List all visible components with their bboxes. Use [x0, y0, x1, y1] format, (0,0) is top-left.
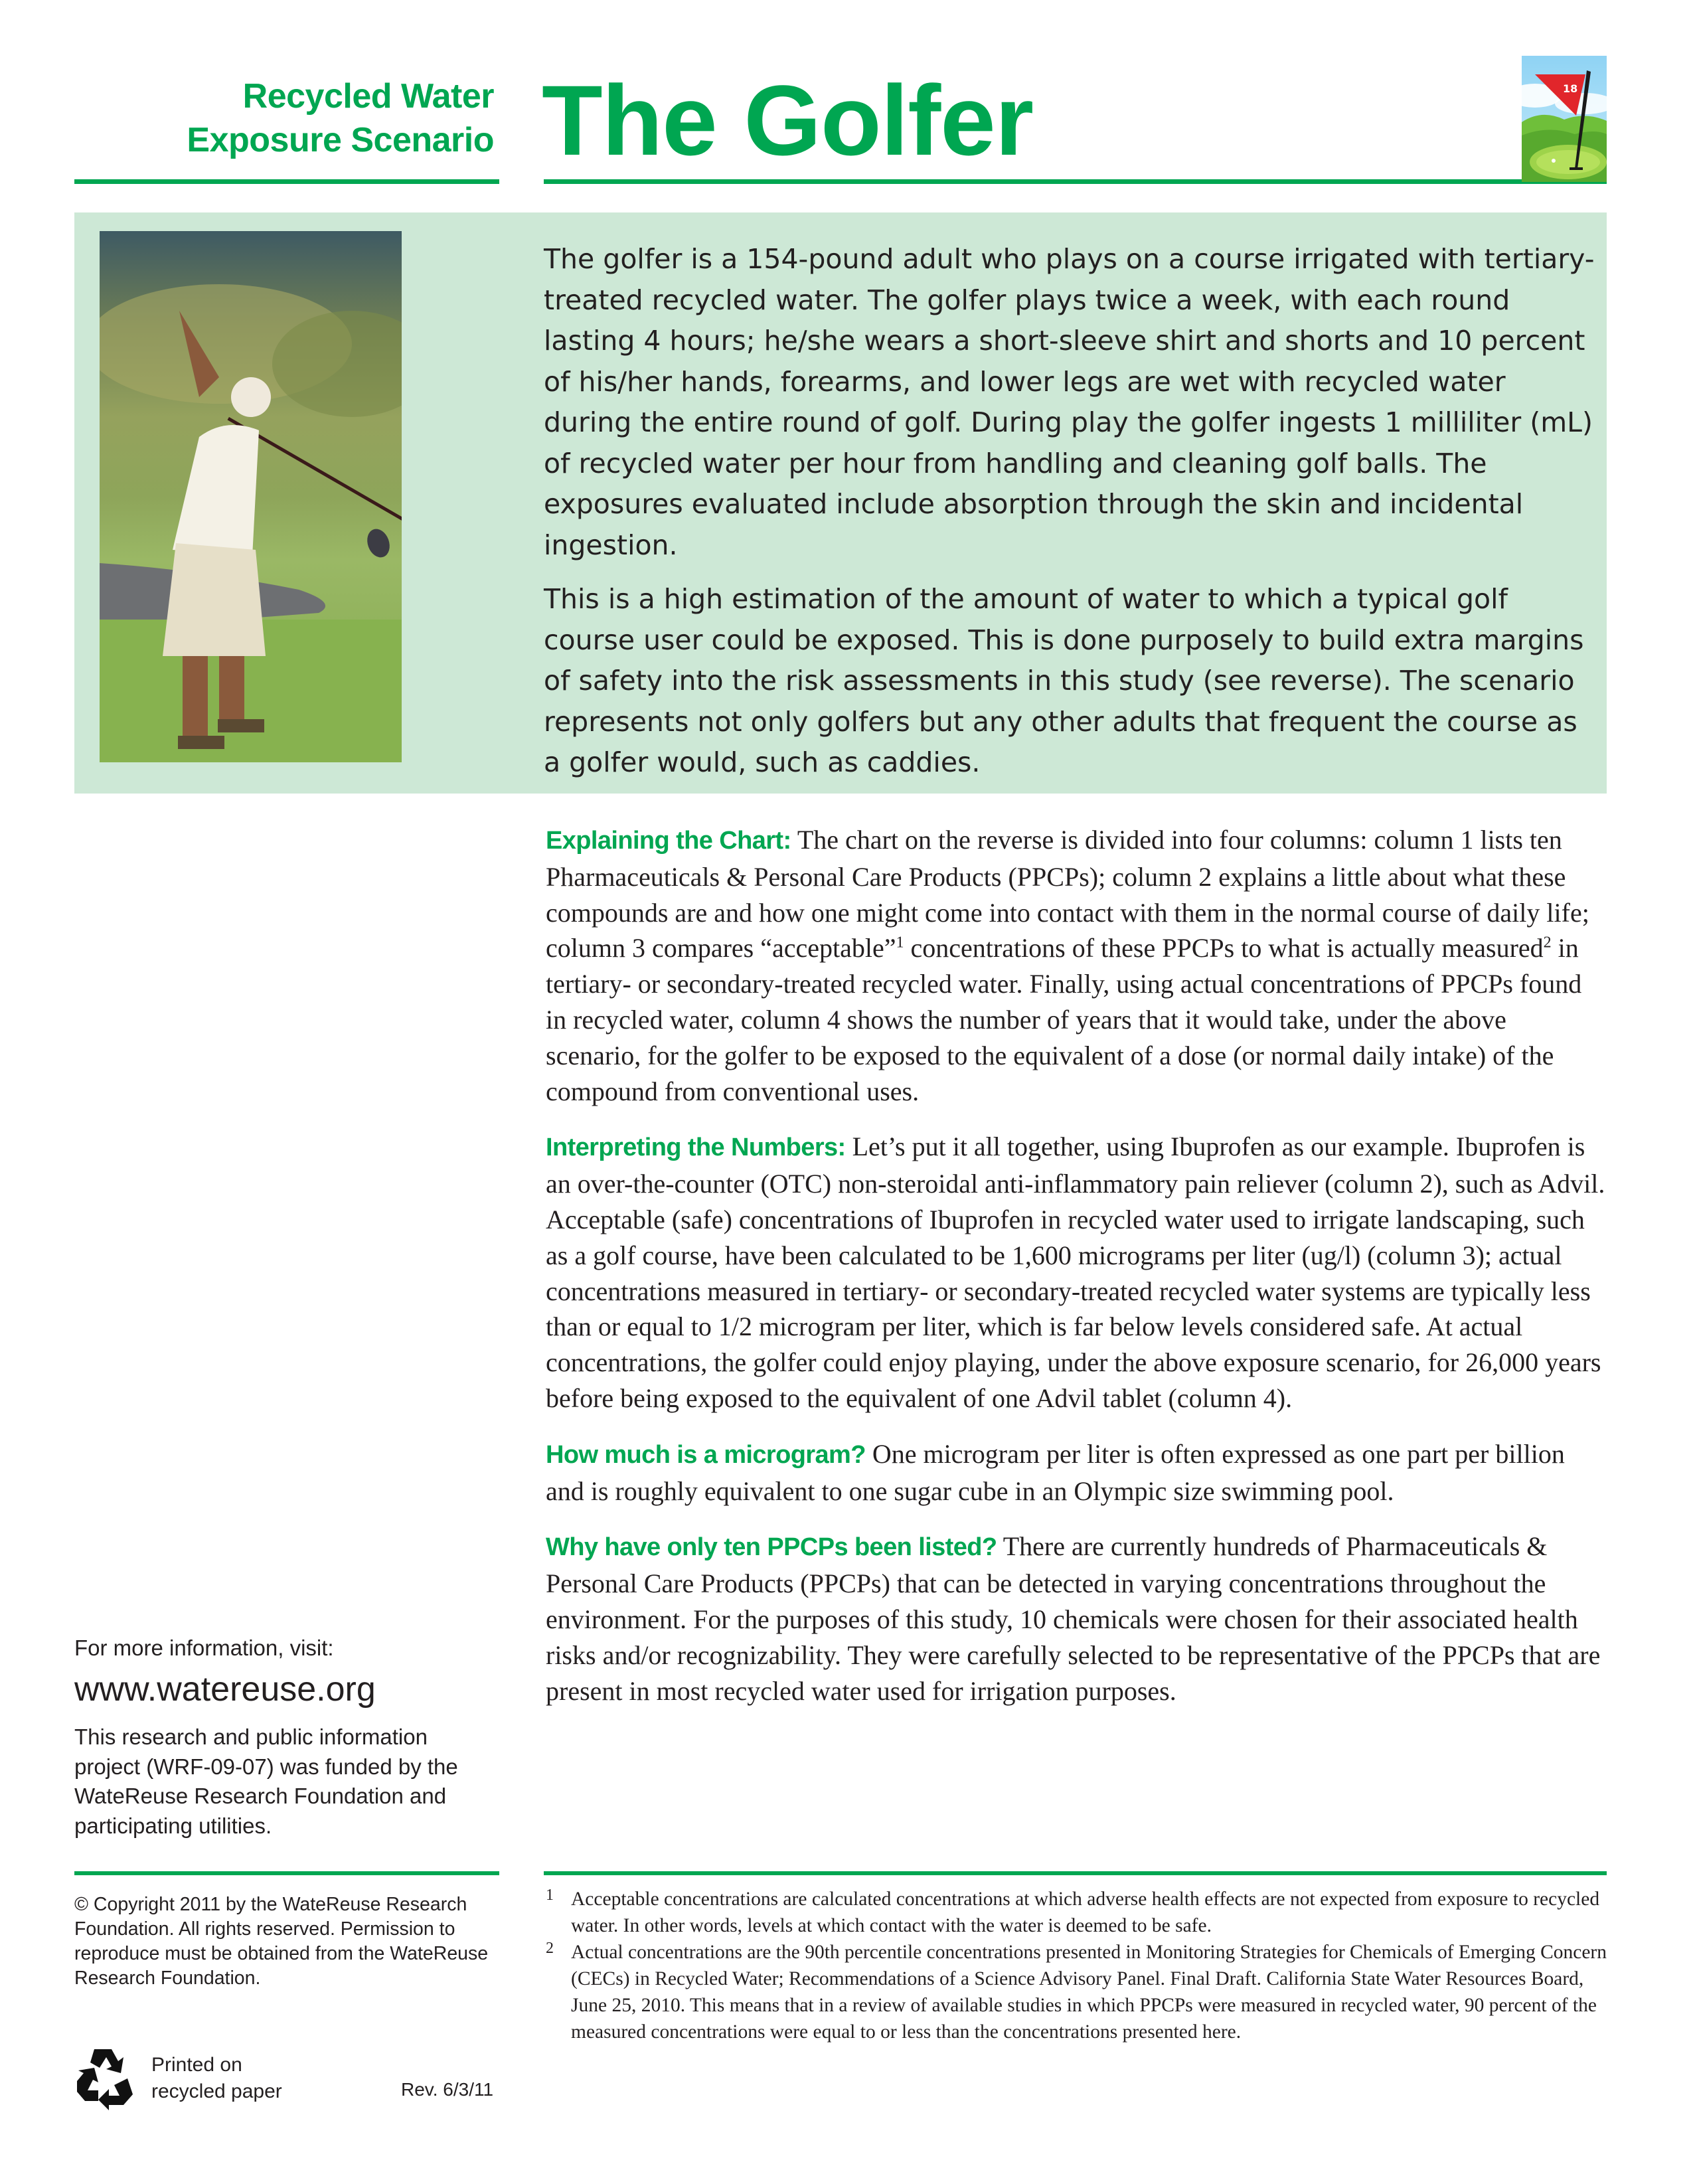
- section-explaining-chart: Explaining the Chart: The chart on the reverse is divided into four columns: column 1 lists ten Pharmaceuticals & Personal Care Products (PPCPs); column 2 explains a little about what these compounds are and how one might come into contact with them in the normal course of daily life; column 3 compares “acceptable”$^1$ concentrations of these PPCPs to what is actually measured$^2$ in tertiary- or secondary-treated recycled water. Finally, using actual concentrations of PPCPs found in recycled water, column 4 shows the number of years that it would take, under the above scenario, for the golfer to be exposed to the equivalent of a dose (or normal daily intake) of the compound from conventional uses.: [546, 825, 1589, 1106]
- website-link[interactable]: www.watereuse.org: [74, 1670, 376, 1709]
- funding-statement: This research and public information project (WRF-09-07) was funded by the WateReuse Research Foundation and participating utilities.: [74, 1724, 458, 1838]
- scenario-paragraph-2: This is a high estimation of the amount of water to which a typical golf course user could be exposed. This is done purposely to build extra margins of safety into the risk assessments in this study (see reverse). The scenario represents not only golfers but any other adults that frequent the course as a golfer would, such as caddies.: [544, 583, 1584, 778]
- footnotes-divider: [544, 1871, 1607, 1875]
- kicker-line-1: Recycled Water: [242, 77, 494, 116]
- footnote-2: [546, 1939, 1607, 2045]
- footnote-number: 2: [546, 1940, 554, 1957]
- exposure-scenario-kicker: [74, 74, 494, 162]
- section-microgram: How much is a microgram? One microgram per liter is often expressed as one part per billion and is roughly equivalent to one sugar cube in an Olympic size swimming pool.: [546, 1438, 1565, 1506]
- sidebar-divider: [74, 1871, 499, 1875]
- explanation-sections: [546, 822, 1607, 1728]
- section-interpreting-numbers: Interpreting the Numbers: Let’s put it all together, using Ibuprofen as our example. Ibuprofen is an over-the-counter (OTC) non-steroidal anti-inflammatory pain reliever (column 2), such as Advil. Acceptable (safe) concentrations of Ibuprofen in recycled water used to irrigate landscaping, such as a golf course, have been calculated to be 1,600 micrograms per liter (ug/l) (column 3); actual concentrations measured in tertiary- or secondary-treated recycled water systems are typically less than or equal to 1/2 microgram per liter, which is far below levels considered safe. At actual concentrations, the golfer could enjoy playing, under the above exposure scenario, for 26,000 years before being exposed to the equivalent of one Advil tablet (column 4).: [546, 1132, 1605, 1413]
- section-heading: Why have only ten PPCPs been listed?: [546, 1533, 997, 1562]
- section-heading: How much is a microgram?: [546, 1440, 866, 1469]
- section-why-ten-ppcps: Why have only ten PPCPs been listed? There are currently hundreds of Pharmaceuticals & Personal Care Products (PPCPs) that can be detected in varying concentrations throughout the environment. For the purposes of this study, 10 chemicals were chosen for their associated health risks and/or recognizability. They were carefully selected to be representative of the PPCPs that are present in most recycled water used for irrigation purposes.: [546, 1531, 1601, 1706]
- revision-date: Rev. 6/3/11: [401, 2079, 494, 2100]
- golf-flag-icon: [1522, 56, 1607, 182]
- scenario-paragraph-1: The golfer is a 154-pound adult who plays on a course irrigated with tertiary-treated recycled water. The golfer plays twice a week, with each round lasting 4 hours; he/she wears a short-sleeve shirt and shorts and 10 percent of his/her hands, forearms, and lower legs are wet with recycled water during the entire round of golf. During play the golfer ingests 1 milliliter (mL) of recycled water per hour from handling and cleaning golf balls. The exposures evaluated include absorption through the skin and incidental ingestion.: [544, 243, 1595, 561]
- more-info-label: For more information, visit:: [74, 1636, 334, 1660]
- footnote-ref-1[interactable]: 1: [896, 934, 904, 952]
- footnote-ref-2[interactable]: 2: [1543, 934, 1552, 952]
- footnotes: [546, 1886, 1607, 2045]
- section-heading: Explaining the Chart:: [546, 827, 791, 855]
- kicker-line-2: Exposure Scenario: [187, 121, 494, 159]
- kicker-divider: [74, 179, 499, 184]
- printed-on-recycled-paper: Printed on recycled paper: [151, 2054, 282, 2102]
- page-title: The Golfer: [542, 64, 1034, 176]
- title-divider: [544, 179, 1607, 184]
- footnote-number: 1: [546, 1887, 554, 1904]
- recycle-icon: [74, 2044, 134, 2110]
- scenario-description: [544, 239, 1599, 797]
- footnote-1: [546, 1886, 1607, 1939]
- sidebar-info: [74, 1635, 499, 1841]
- section-heading: Interpreting the Numbers:: [546, 1134, 846, 1162]
- footnote-text: Actual concentrations are the 90th percentile concentrations presented in Monitoring Strategies for Chemicals of Emerging Concern (CECs) in Recycled Water; Recommendations of a Science Advisory Panel. Final Draft. California State Water Resources Board, June 25, 2010. This means that in a review of available studies in which PPCPs were measured in recycled water, 90 percent of the measured concentrations were equal to or less than the concentrations presented here.: [571, 1942, 1607, 2043]
- footnote-text: Acceptable concentrations are calculated concentrations at which adverse health effects are not expected from exposure to recycled water. In other words, levels at which contact with the water is deemed to be safe.: [571, 1889, 1600, 1936]
- copyright-notice: © Copyright 2011 by the WateReuse Research Foundation. All rights reserved. Permission to reproduce must be obtained from the WateReuse Research Foundation.: [74, 1894, 489, 1989]
- golfer-photo: [100, 231, 402, 762]
- svg-text:18: 18: [1563, 82, 1578, 95]
